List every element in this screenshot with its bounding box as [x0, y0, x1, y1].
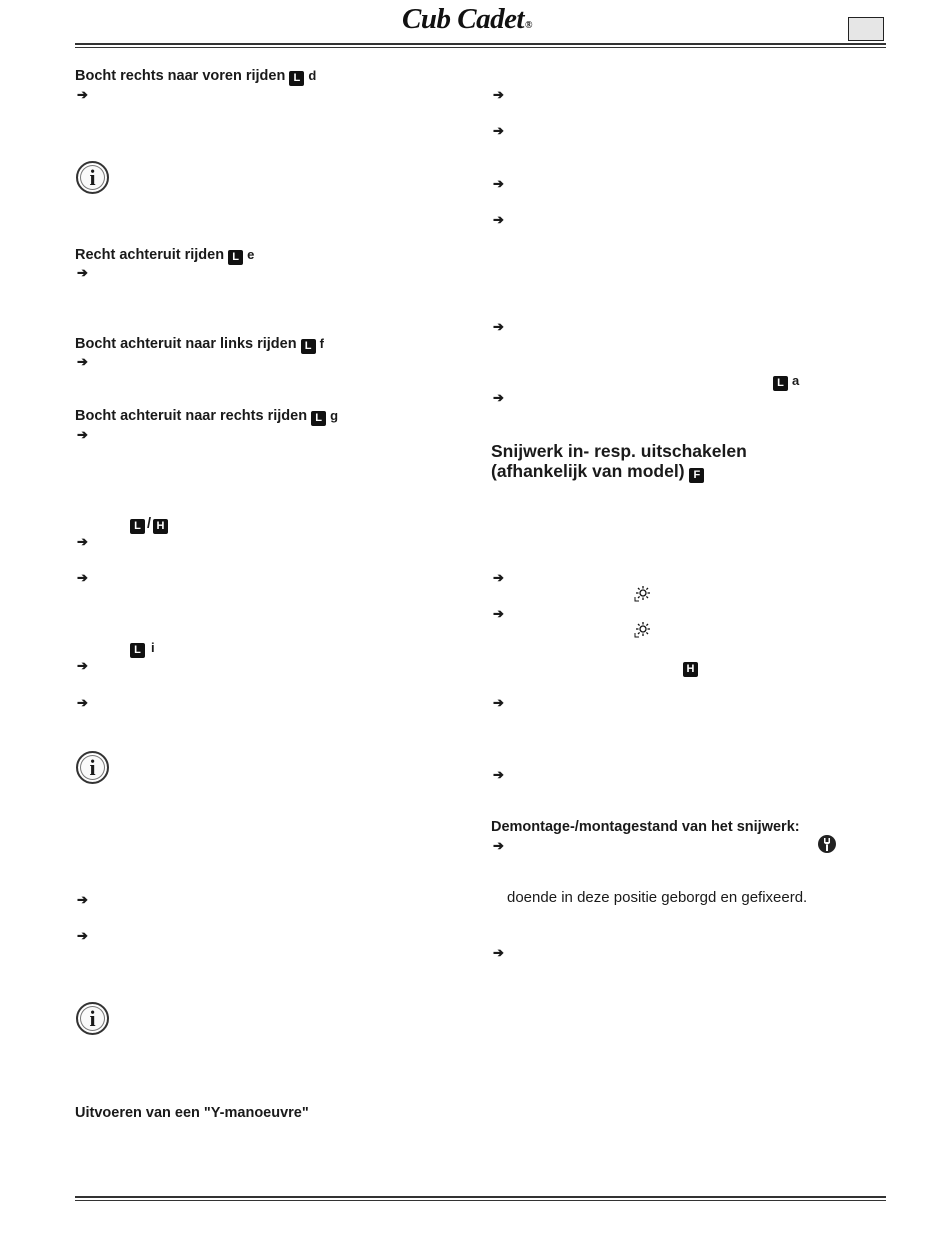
- figure-reference-l-a: [773, 372, 799, 391]
- arrow-icon: ➔: [493, 319, 504, 334]
- figure-badge: H: [683, 662, 698, 677]
- arrow-icon: ➔: [77, 570, 88, 585]
- heading-recht-achteruit: [75, 246, 254, 265]
- arrow-icon: ➔: [77, 892, 88, 907]
- figure-badge: L: [773, 376, 788, 391]
- demontage-text: doende in deze positie geborgd en gefixeerd.: [507, 889, 808, 906]
- figure-reference-h: [683, 658, 698, 677]
- figure-badge: L: [311, 411, 326, 426]
- arrow-icon: ➔: [493, 176, 504, 191]
- arrow-icon: ➔: [77, 427, 88, 442]
- figure-reference-l-i: [130, 639, 155, 658]
- figure-badge: H: [153, 519, 168, 534]
- arrow-icon: ➔: [77, 534, 88, 549]
- figure-badge: L: [130, 643, 145, 658]
- arrow-icon: ➔: [77, 928, 88, 943]
- figure-suffix: f: [319, 336, 324, 351]
- figure-suffix: g: [330, 408, 339, 423]
- arrow-icon: ➔: [77, 265, 88, 280]
- header-rule: [75, 43, 886, 45]
- heading-bocht-rechts-achteruit: [75, 407, 338, 426]
- heading-text: Demontage-/montagestand van het snijwerk:: [491, 819, 800, 835]
- figure-suffix: d: [308, 68, 317, 83]
- arrow-icon: ➔: [77, 354, 88, 369]
- cub-cadet-logo: [402, 3, 532, 36]
- arrow-icon: ➔: [493, 767, 504, 782]
- info-glyph: i: [89, 164, 96, 190]
- info-glyph: i: [89, 754, 96, 780]
- figure-separator: /: [147, 516, 152, 532]
- heading-snijwerk: [491, 441, 747, 483]
- heading-text: (afhankelijk van model): [491, 461, 685, 481]
- info-circle-icon: [76, 751, 109, 784]
- heading-text: Recht achteruit rijden: [75, 247, 225, 263]
- logo-registered-mark: ®: [525, 20, 532, 31]
- figure-suffix: a: [792, 373, 800, 388]
- figure-suffix: e: [247, 247, 255, 262]
- figure-badge: L: [289, 71, 304, 86]
- footer-rule-thin: [75, 1200, 886, 1201]
- logo-text: Cub Cadet: [402, 3, 524, 35]
- arrow-icon: ➔: [493, 606, 504, 621]
- arrow-icon: ➔: [493, 838, 504, 853]
- footer-rule: [75, 1196, 886, 1198]
- heading-text: Uitvoeren van een "Y-manoeuvre": [75, 1105, 309, 1121]
- figure-badge: L: [301, 339, 316, 354]
- heading-demontage: [491, 818, 800, 836]
- arrow-icon: ➔: [77, 87, 88, 102]
- heading-bocht-rechts: [75, 67, 316, 86]
- heading-text: Snijwerk in- resp. uitschakelen: [491, 441, 747, 461]
- arrow-icon: ➔: [77, 658, 88, 673]
- page-number-box: [848, 17, 884, 41]
- arrow-icon: ➔: [493, 123, 504, 138]
- arrow-icon: ➔: [493, 695, 504, 710]
- arrow-icon: ➔: [77, 695, 88, 710]
- figure-badge: L: [130, 519, 145, 534]
- heading-bocht-links-achteruit: [75, 335, 324, 354]
- arrow-icon: ➔: [493, 212, 504, 227]
- info-circle-icon: [76, 161, 109, 194]
- arrow-icon: ➔: [493, 87, 504, 102]
- info-glyph: i: [89, 1005, 96, 1031]
- heading-text: Bocht achteruit naar links rijden: [75, 336, 297, 352]
- gear-cycle-icon: [634, 620, 652, 638]
- wrench-icon: [817, 834, 837, 854]
- figure-badge: F: [689, 468, 704, 483]
- heading-y-manoeuvre: [75, 1104, 309, 1122]
- arrow-icon: ➔: [493, 945, 504, 960]
- heading-text: Bocht rechts naar voren rijden: [75, 68, 286, 84]
- header-rule-thin: [75, 47, 886, 48]
- info-circle-icon: [76, 1002, 109, 1035]
- figure-badge: L: [228, 250, 243, 265]
- gear-cycle-icon: [634, 584, 652, 602]
- heading-text: Bocht achteruit naar rechts rijden: [75, 408, 308, 424]
- arrow-icon: ➔: [493, 570, 504, 585]
- arrow-icon: ➔: [493, 390, 504, 405]
- figure-reference-l-h: [130, 515, 168, 534]
- figure-suffix: i: [151, 640, 155, 655]
